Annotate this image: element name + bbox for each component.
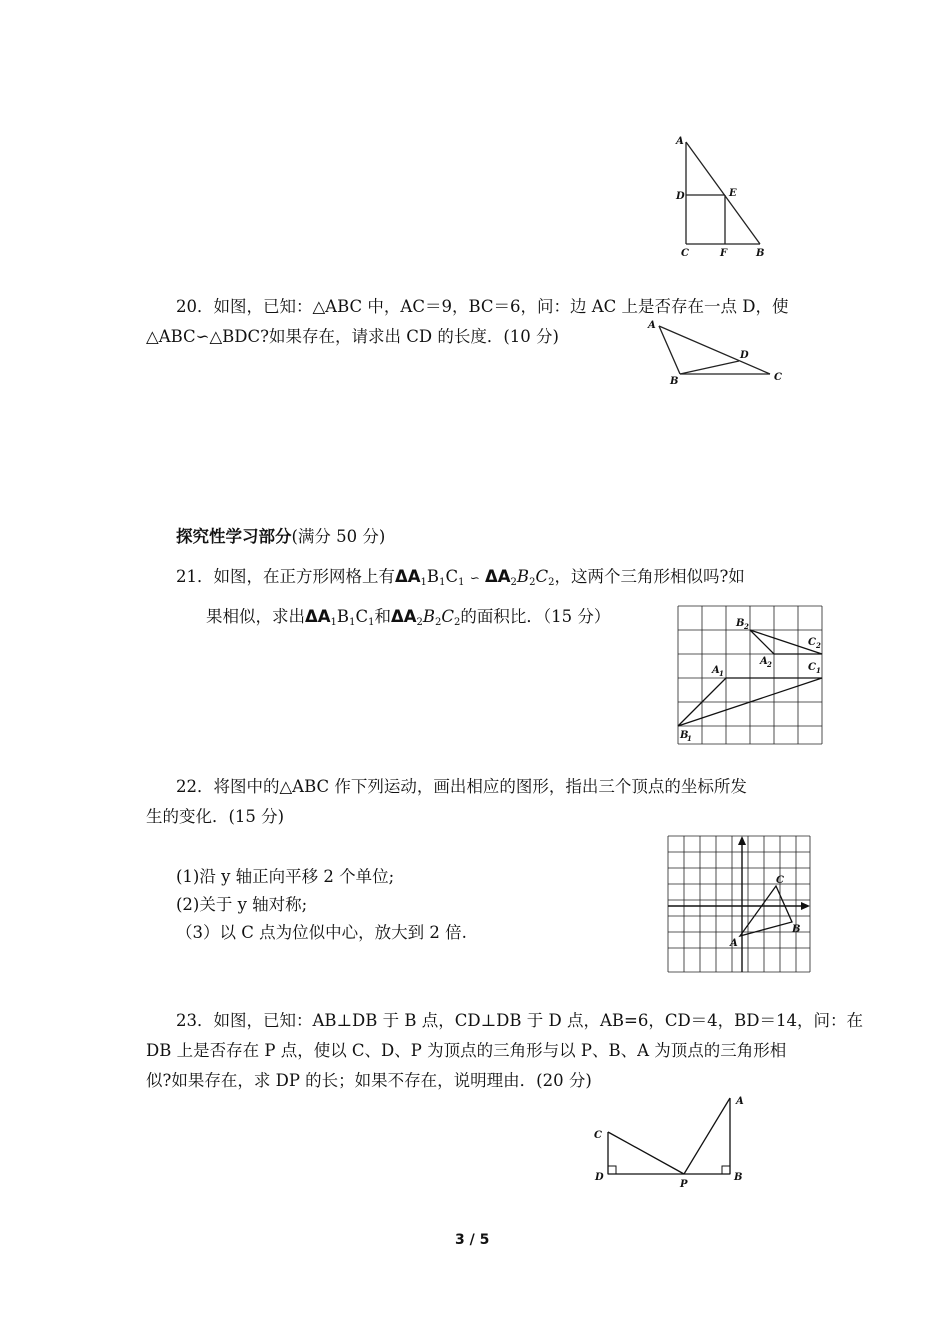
label-A: A xyxy=(736,1096,744,1107)
sub: 1 xyxy=(349,617,356,628)
sub: 2 xyxy=(416,617,423,628)
figure-q20-triangle xyxy=(644,316,794,386)
sub: 2 xyxy=(529,577,536,588)
sub: 1 xyxy=(439,577,446,588)
section-title: 探究性学习部分 xyxy=(176,527,292,546)
sub: 2 xyxy=(435,617,442,628)
label-A: A xyxy=(676,136,684,147)
tri1-c: C xyxy=(355,607,369,626)
label-B1-sub: 1 xyxy=(687,734,692,743)
tri1-symbol: ΔA xyxy=(395,567,421,586)
label-B: B xyxy=(734,1172,743,1183)
sub: 2 xyxy=(510,577,517,588)
figure-q22-coordinate-grid xyxy=(664,832,814,976)
label-B: B xyxy=(792,924,801,935)
q21-line2 xyxy=(206,606,610,628)
tri2-c: C xyxy=(441,607,454,626)
label-E: E xyxy=(729,188,737,199)
page-number: 3 / 5 xyxy=(455,1232,490,1248)
tri2-symbol: ΔA xyxy=(390,607,417,626)
q21-line1 xyxy=(176,566,745,589)
tri2-symbol: ΔA xyxy=(485,567,511,586)
label-A: A xyxy=(730,938,738,949)
tri1-b: B xyxy=(426,567,440,586)
q21-suffix: ，这两个三角形相似吗?如 xyxy=(554,567,745,586)
q23-line2: DB 上是否存在 P 点，使以 C、D、P 为顶点的三角形与以 P、B、A 为顶点的三角形相 xyxy=(146,1041,787,1060)
label-B1: B xyxy=(680,730,689,741)
figure-q21-grid xyxy=(674,602,830,748)
section-score: (满分 50 分) xyxy=(291,527,386,546)
figure-q23 xyxy=(588,1088,758,1192)
sub: 1 xyxy=(368,617,375,628)
tri1-symbol: ΔA xyxy=(305,607,331,626)
tri2-c: C xyxy=(535,567,549,586)
label-F: F xyxy=(720,248,728,259)
label-C1-sub: 1 xyxy=(816,666,821,675)
tri2-b: B xyxy=(516,567,530,586)
q22-line1: 22．将图中的△ABC 作下列运动，画出相应的图形，指出三个顶点的坐标所发 xyxy=(176,777,747,796)
q22-item3: （3）以 C 点为位似中心，放大到 2 倍. xyxy=(176,923,467,942)
label-C: C xyxy=(681,248,689,259)
label-B: B xyxy=(670,376,679,386)
figure-triangle-square xyxy=(672,132,782,262)
q20-line2: △ABC∽△BDC?如果存在，请求出 CD 的长度．(10 分) xyxy=(146,327,559,346)
section-heading xyxy=(176,526,385,548)
sub: 1 xyxy=(330,617,337,628)
sub: 2 xyxy=(548,577,555,588)
label-D: D xyxy=(676,191,685,202)
label-B2: B xyxy=(736,618,745,629)
q23-line1: 23．如图，已知：AB⊥DB 于 B 点，CD⊥DB 于 D 点，AB=6，CD＝4，BD＝14，问：在 xyxy=(176,1011,864,1030)
q22-item2: (2)关于 y 轴对称; xyxy=(176,895,308,914)
similar-symbol: ∽ xyxy=(469,571,480,585)
q21-line2-suffix: 的面积比．（15 分） xyxy=(460,607,611,626)
sub: 1 xyxy=(420,577,427,588)
label-D: D xyxy=(595,1172,604,1183)
q22-item1: (1)沿 y 轴正向平移 2 个单位; xyxy=(176,867,395,886)
q22-line2: 生的变化．(15 分) xyxy=(146,807,285,826)
grid-lines xyxy=(678,606,822,744)
q21-prefix: 21．如图，在正方形网格上有 xyxy=(176,567,395,586)
label-C: C xyxy=(776,875,784,886)
q20-line1: 20．如图，已知：△ABC 中，AC＝9，BC＝6，问：边 AC 上是否存在一点 D，使 xyxy=(176,297,789,316)
label-C: C xyxy=(774,372,782,383)
tri1-b: B xyxy=(336,607,350,626)
label-A2: A xyxy=(760,656,768,667)
label-D: D xyxy=(740,350,749,361)
sub: 1 xyxy=(458,577,465,588)
label-C2: C xyxy=(808,637,816,648)
label-A2-sub: 2 xyxy=(767,660,772,669)
label-C: C xyxy=(594,1130,602,1141)
q21-line2-prefix: 果相似，求出 xyxy=(206,607,305,626)
grid-lines xyxy=(668,836,810,972)
tri2-b: B xyxy=(422,607,435,626)
label-A1: A xyxy=(712,665,720,676)
label-P: P xyxy=(680,1179,688,1190)
and-word: 和 xyxy=(374,607,391,626)
tri1-c: C xyxy=(445,567,459,586)
label-C1: C xyxy=(808,662,816,673)
label-A1-sub: 1 xyxy=(719,669,724,678)
label-B2-sub: 2 xyxy=(744,622,749,631)
label-C2-sub: 2 xyxy=(816,641,821,650)
q23-line3: 似?如果存在，求 DP 的长；如果不存在，说明理由．(20 分) xyxy=(146,1071,592,1090)
label-B: B xyxy=(756,248,765,259)
sub: 2 xyxy=(454,617,461,628)
label-A: A xyxy=(648,320,656,331)
